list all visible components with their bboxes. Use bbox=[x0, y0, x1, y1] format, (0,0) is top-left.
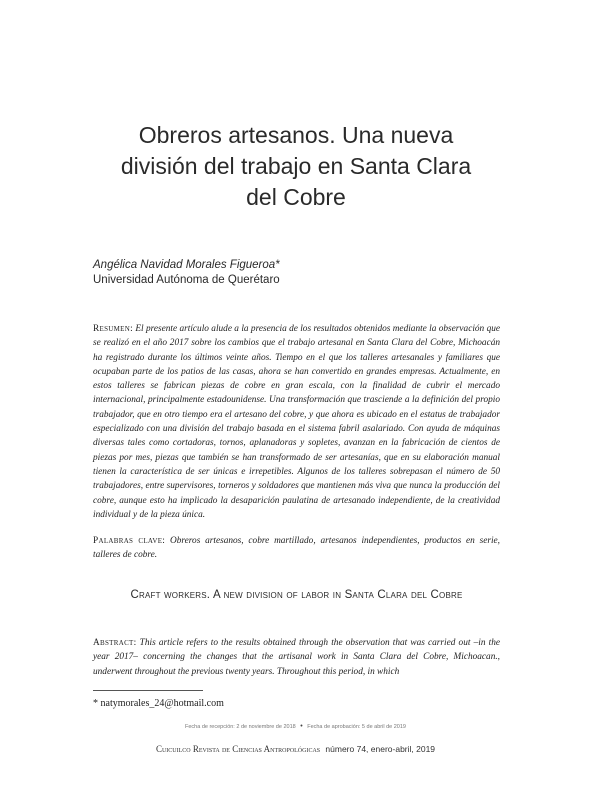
footnote-divider bbox=[93, 690, 203, 691]
english-title: Craft workers. A new division of labor in Santa Clara del Cobre bbox=[130, 589, 463, 601]
article-title bbox=[92, 120, 500, 213]
article-title-line: Obreros artesanos. Una nueva bbox=[138, 122, 454, 148]
journal-name: Cuicuilco Revista de Ciencias Antropológicas bbox=[155, 744, 321, 754]
dates-separator: • bbox=[300, 723, 303, 730]
abstract-spanish-label: Resumen: bbox=[93, 324, 133, 334]
keywords-spanish bbox=[93, 534, 500, 563]
footnote-email: * natymorales_24@hotmail.com bbox=[93, 698, 224, 709]
publication-dates bbox=[0, 723, 591, 730]
article-title-line: división del trabajo en Santa Clara bbox=[120, 153, 472, 179]
author-affiliation: Universidad Autónoma de Querétaro bbox=[93, 274, 280, 286]
journal-issue: número 74, enero-abril, 2019 bbox=[325, 744, 436, 754]
abstract-spanish bbox=[93, 322, 500, 522]
article-title-line: del Cobre bbox=[246, 184, 346, 210]
keywords-text: Obreros artesanos, cobre martillado, artesanos independientes, productos en serie, talleres de cobre. bbox=[93, 536, 501, 561]
abstract-english-label: Abstract: bbox=[93, 638, 137, 648]
keywords-label: Palabras clave: bbox=[93, 536, 166, 546]
date-received: Fecha de recepción: 2 de noviembre de 2018 bbox=[185, 724, 296, 730]
abstract-english bbox=[93, 636, 500, 679]
abstract-english-text: This article refers to the results obtained through the observation that was carried out –in the year 2017– concerning the changes that the artisanal work in Santa Clara del Cobre, Michoacan., underwent throughout the previous twenty years. Throughout this period, in which bbox=[93, 638, 500, 677]
journal-footer bbox=[0, 744, 591, 754]
abstract-spanish-text: El presente artículo alude a la presencia de los resultados obtenidos mediante la observación que se realizó en el año 2017 sobre los cambios que el trabajo artesanal en Santa Clara del Cobre, Michoacán ha registrado durante los últimos veinte años. Tiempo en el que los talleres artesanales y familiares que ocupaban parte de los patios de las casas, ahora se han convertido en grandes empresas. Actualmente, en estos talleres se fabrican piezas de cobre en gran escala, con la finalidad de cubrir el mercado internacional, principalmente estadounidense. Una transformación que trasciende a la definición del propio trabajador, que en otro tiempo era el artesano del cobre, y que ahora es ubicado en el estatus de trabajador especializado con una división del trabajo basada en el sistema fabril asalariado. Con ayuda de máquinas diversas tales como cortadoras, tornos, aplanadoras y sopletes, avanzan en la fabricación de cientos de piezas por mes, piezas que también se han transformado de ser artesanías, que en su elaboración manual tienen la característica de ser únicas e irrepetibles. Algunos de los talleres sobrepasan el número de 50 trabajadores, entre supervisores, torneros y soldadores que mantienen más viva que nunca la producción del cobre, aunque esto ha implicado la desaparición paulatina de artesanado independiente, de la creatividad individual y de la pieza única. bbox=[93, 324, 500, 520]
author-name: Angélica Navidad Morales Figueroa* bbox=[93, 259, 280, 271]
date-approved: Fecha de aprobación: 5 de abril de 2019 bbox=[307, 724, 406, 730]
